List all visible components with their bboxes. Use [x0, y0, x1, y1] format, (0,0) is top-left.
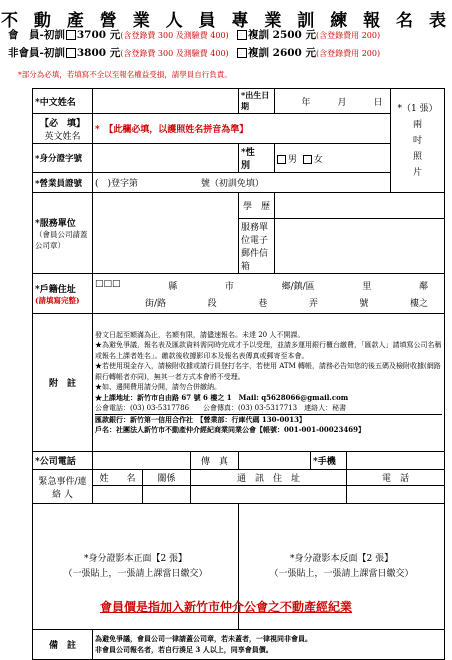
male-checkbox[interactable]: [277, 155, 286, 164]
mobile-label: *手機: [311, 452, 347, 470]
id-front-sub: （一張貼上，一張請上課當日繳交）: [63, 568, 208, 579]
emergency-phone-field[interactable]: [347, 486, 445, 504]
member-label: 會 員-初訓: [8, 29, 65, 41]
member-renewal-note: (含登錄費用 200): [316, 31, 381, 40]
addr-alley: 弄: [308, 298, 318, 309]
education-field[interactable]: [275, 193, 445, 219]
addr-lane: 巷: [258, 298, 268, 309]
notes-content: [93, 314, 445, 452]
zip-boxes: □□□: [95, 278, 121, 289]
remarks-label: 備 註: [33, 630, 93, 660]
addr-county: 縣: [168, 281, 178, 292]
emergency-col-relation: 關係: [143, 470, 191, 486]
addr-village: 里: [362, 281, 372, 292]
unit-email-label: 服務單位電子郵件信箱: [239, 219, 275, 274]
addr-city: 市: [224, 281, 234, 292]
note-line: 發文日起至額滿為止，名額有限，請儘速報名。未達 20 人不開課。: [95, 330, 305, 339]
year-label: 年: [301, 97, 311, 108]
remarks-content: [93, 630, 445, 660]
addr-street: 街/路: [145, 298, 167, 309]
id-back-sub: （一張貼上，一張請上課當日繳交）: [269, 568, 414, 579]
birth-date-field[interactable]: [275, 89, 391, 114]
emergency-relation-field[interactable]: [143, 486, 191, 504]
household-label-cell: [33, 274, 93, 314]
id-back-label: *身分證影本反面【2 張】: [289, 553, 394, 564]
form-title: 不 動 產 營 業 人 員 專 業 訓 練 報 名 表: [1, 11, 451, 31]
mobile-field[interactable]: [347, 452, 445, 470]
agent-cert-label: *營業員證號: [33, 173, 93, 193]
emergency-col-phone: 電 話: [347, 470, 445, 486]
required-tag: 【必 填】: [39, 118, 85, 129]
english-name-label-cell: [33, 114, 93, 144]
non-member-renewal-note: (含登錄費用 200): [316, 49, 381, 58]
non-member-fee-line: [8, 45, 380, 60]
addr-section: 段: [207, 298, 217, 309]
non-member-renewal-checkbox[interactable]: [237, 48, 247, 58]
emergency-address-field[interactable]: [191, 486, 347, 504]
month-label: 月: [337, 97, 347, 108]
address-line-1: [95, 279, 442, 292]
photo-line: 片: [413, 167, 423, 178]
id-front-label: *身分證影本正面【2 張】: [83, 553, 188, 564]
member-fee: 3700 元: [76, 29, 121, 41]
non-member-initial-checkbox[interactable]: [66, 48, 76, 58]
photo-line: 吋: [413, 135, 423, 146]
note-line: 公會電話：(03) 03-5317786 公會傳真：(03) 03-5317713 連絡人：秘書: [95, 404, 347, 412]
addr-neighborhood: 鄰: [419, 281, 429, 292]
addr-district: 鄉/鎮/區: [281, 281, 315, 292]
address-line-2: [95, 296, 442, 309]
chinese-name-field[interactable]: [93, 89, 239, 114]
fax-field[interactable]: [239, 452, 311, 470]
household-address-field[interactable]: [93, 274, 445, 314]
footer-note: 會員價是指加入新竹市仲介公會之不動產經紀業: [99, 600, 352, 614]
member-fee-line: [8, 27, 380, 42]
member-fee-note: (含登錄費 300 及測驗費 400): [120, 31, 229, 40]
emergency-col-name: 姓 名: [93, 470, 143, 486]
agent-cert-suffix: 號（初訓免填）: [200, 179, 264, 189]
service-unit-label: *服務單位: [35, 218, 76, 229]
member-renewal-fee: 複訓 2500 元: [247, 29, 317, 41]
addr-number: 號: [359, 298, 369, 309]
service-unit-label-cell: [33, 193, 93, 274]
photo-box[interactable]: [391, 89, 445, 193]
photo-line: 兩: [413, 119, 423, 130]
note-line: 匯款銀行：新竹第一信用合作社 【營業部：行庫代碼 130-0013】: [95, 414, 442, 426]
emergency-name-field[interactable]: [93, 486, 143, 504]
emergency-col-address: 通 訊 住 址: [191, 470, 347, 486]
company-phone-field[interactable]: [93, 452, 191, 470]
gender-label: *性 別: [239, 144, 275, 173]
registration-form-table: [32, 88, 445, 660]
fax-label: 傳 真: [191, 452, 239, 470]
non-member-label: 非會員-初訓: [8, 47, 65, 59]
non-member-renewal-fee: 複訓 2600 元: [247, 47, 317, 59]
female-checkbox[interactable]: [303, 155, 312, 164]
remark-line: 非會員公司報名者，若自行湊足 3 人以上，同享會員價。: [95, 644, 273, 654]
unit-email-field[interactable]: [275, 219, 445, 274]
notes-label: 附 註: [33, 314, 93, 452]
non-member-fee: 3800 元: [76, 47, 121, 59]
emergency-contact-label: 緊急事件/連 絡 人: [33, 470, 93, 504]
note-line: 戶名：社團法人新竹市不動產仲介經紀商業同業公會【帳號：001-001-00023469】: [95, 425, 365, 434]
chinese-name-label: *中文姓名: [33, 89, 93, 114]
household-sub: (請填寫完整): [35, 295, 80, 305]
agent-cert-prefix: ( )登字第: [95, 179, 139, 189]
birth-date-label: *出生日期: [239, 89, 275, 114]
required-notice: *部分為必填，若填寫不全以至報名權益受損，請學員自行負責。: [18, 70, 232, 79]
agent-cert-field[interactable]: [93, 173, 391, 193]
member-renewal-checkbox[interactable]: [237, 30, 247, 40]
education-label: 學 歷: [239, 193, 275, 219]
service-unit-field[interactable]: [93, 193, 239, 274]
remark-line: 為避免爭議，會員公司一律請蓋公司章，若未蓋者，一律視同非會員。: [95, 634, 312, 643]
photo-count: *（1 張）: [397, 103, 438, 114]
member-initial-checkbox[interactable]: [66, 30, 76, 40]
non-member-fee-note: (含登錄費 300 及測驗費 400): [120, 49, 229, 58]
female-label: 女: [313, 154, 323, 165]
english-name-field[interactable]: * 【此欄必填，以護照姓名拼音為準】: [93, 114, 391, 144]
service-unit-sub: （會員公司請蓋公司章）: [35, 229, 88, 250]
id-number-field[interactable]: [93, 144, 239, 173]
gender-options: [275, 144, 391, 173]
day-label: 日: [373, 97, 383, 108]
photo-line: 照: [413, 151, 423, 162]
note-line: ★上課地址：新竹市自由路 67 號 6 樓之 1 Mail: q5628066@gmail.com: [95, 392, 349, 402]
company-phone-label: *公司電話: [33, 452, 93, 470]
note-line: ★為避免爭議，報名表及匯款資料需同時完成才予以受理，並請多運用銀行櫃台繳費，「匯款人」請填寫公司名稱或報名上課者姓名」。繳款後收據影印本及報名表傳真或郵寄至本會。: [95, 341, 442, 360]
note-line: ★若使用現金存入，請檢附收據或請行員登打名字，若使用 ATM 轉帳，請務必告知您的後五碼及檢附收據(網路銀行轉帳者亦同)，無其一者方式本會將不受理。: [95, 362, 441, 381]
note-line: ★如、邊開費用請分開，請勿合併繳納。: [95, 383, 221, 391]
male-label: 男: [288, 154, 298, 165]
addr-floor: 樓之: [410, 298, 429, 309]
english-name-label: 英文姓名: [44, 131, 81, 142]
household-label: *戶籍住址: [35, 284, 76, 295]
id-number-label: *身分證字號: [33, 144, 93, 173]
